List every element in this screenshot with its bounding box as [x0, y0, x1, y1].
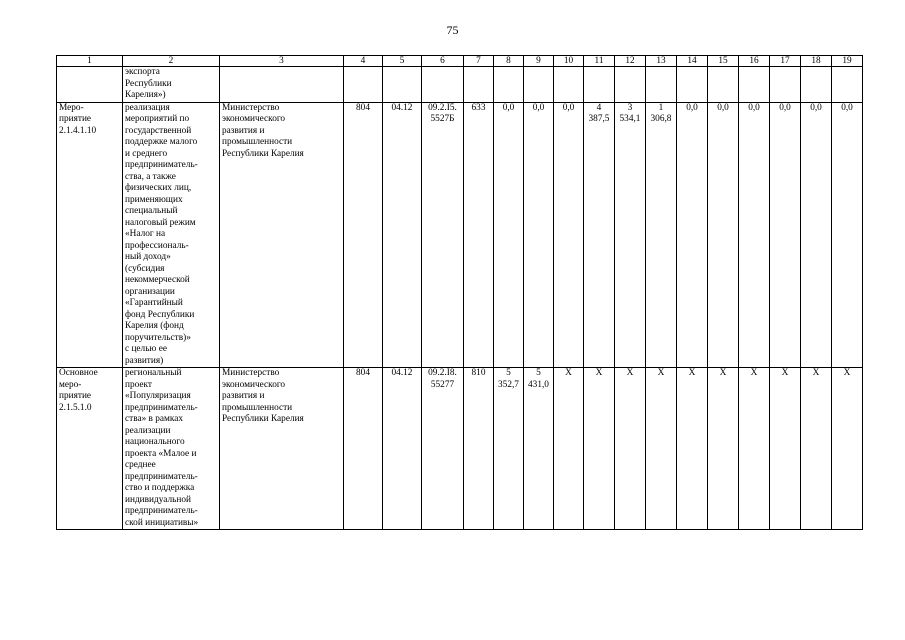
responsible-executor-cell	[220, 102, 344, 368]
cell-text-line: Республики Карелия	[222, 414, 304, 424]
cell-text-line: физических лиц,	[125, 183, 192, 193]
cell-text-line: и среднего	[125, 148, 168, 159]
value-cell	[646, 368, 677, 530]
column-number-header: 7	[464, 56, 494, 67]
value-cell	[801, 102, 832, 368]
cell-text-line: 352,7	[498, 379, 519, 390]
value-cell	[554, 67, 584, 103]
value-cell	[708, 102, 739, 368]
value-cell	[344, 67, 383, 103]
value-cell	[422, 102, 464, 368]
column-number-header-row	[57, 56, 863, 67]
cell-text-line: 0,0	[779, 102, 791, 113]
column-number-header: 10	[554, 56, 584, 67]
value-cell	[677, 102, 708, 368]
cell-text-line: 633	[471, 102, 486, 113]
cell-text-line: ства, а также	[125, 171, 176, 182]
cell-text-line: 5	[506, 368, 511, 378]
cell-text-line: ской инициативы»	[125, 517, 199, 528]
column-number-header: 12	[615, 56, 646, 67]
cell-text-line: (субсидия	[125, 263, 165, 274]
value-cell	[494, 368, 524, 530]
cell-text-line: ства» в рамках	[125, 414, 184, 424]
cell-text-line: X	[812, 368, 820, 378]
cell-text-line: X	[565, 368, 572, 378]
cell-text-line: Карелия (фонд	[125, 321, 184, 331]
cell-text-line: 0,0	[686, 102, 698, 113]
cell-text-line: индивидуальной	[125, 494, 191, 505]
cell-text-line: промышленности	[222, 137, 293, 147]
cell-text-line: 3	[627, 102, 633, 113]
value-cell	[464, 102, 494, 368]
cell-text-line: 55277	[430, 379, 455, 390]
value-cell	[494, 67, 524, 103]
cell-text-line: экспорта	[125, 67, 160, 77]
cell-text-line: применяющих	[125, 194, 183, 205]
cell-text-line: реализации	[125, 425, 171, 436]
column-number-header: 9	[524, 56, 554, 67]
cell-text-line: проекта «Малое и	[125, 448, 197, 459]
cell-text-line: 0,0	[748, 102, 760, 113]
value-cell	[832, 67, 863, 103]
cell-text-line: 5527Б	[430, 114, 455, 124]
cell-text-line: фонд Республики	[125, 309, 195, 320]
cell-text-line: с целью ее	[125, 344, 167, 354]
column-number-header: 15	[708, 56, 739, 67]
value-cell	[770, 102, 801, 368]
responsible-executor-cell	[220, 368, 344, 530]
cell-text-line: 534,1	[619, 114, 641, 124]
cell-text-line: 04.12	[391, 368, 413, 378]
column-number-header: 13	[646, 56, 677, 67]
value-cell	[739, 102, 770, 368]
cell-text-line: 2.1.5.1.0	[59, 402, 92, 413]
cell-text-line: Министерство	[222, 102, 280, 113]
cell-text-line: профессиональ-	[125, 240, 189, 251]
value-cell	[524, 368, 554, 530]
table-row	[57, 102, 863, 368]
cell-text-line: 0,0	[717, 102, 729, 113]
cell-text-line: 431,0	[528, 379, 549, 390]
cell-text-line: ный доход»	[125, 252, 171, 262]
column-number-header: 14	[677, 56, 708, 67]
column-number-header: 18	[801, 56, 832, 67]
column-number-header: 8	[494, 56, 524, 67]
value-cell	[464, 368, 494, 530]
cell-text-line: поручительств)»	[125, 332, 191, 343]
cell-text-line: 804	[356, 368, 370, 378]
value-cell	[422, 368, 464, 530]
cell-text-line: «Гарантийный	[125, 298, 183, 308]
column-number-header: 17	[770, 56, 801, 67]
cell-text-line: 387,5	[588, 114, 610, 124]
cell-text-line: X	[595, 368, 603, 378]
cell-text-line: X	[657, 368, 665, 378]
measure-description-cell	[123, 102, 220, 368]
value-cell	[344, 368, 383, 530]
cell-text-line: мероприятий по	[125, 114, 190, 124]
table-body	[57, 56, 863, 530]
value-cell	[615, 67, 646, 103]
table-row	[57, 67, 863, 103]
cell-text-line: 5	[536, 368, 541, 378]
cell-text-line: 2.1.4.1.10	[59, 125, 97, 136]
cell-text-line: проект	[125, 379, 152, 390]
column-number-header: 19	[832, 56, 863, 67]
column-number-header: 16	[739, 56, 770, 67]
cell-text-line: Республики Карелия	[222, 148, 304, 159]
cell-text-line: 804	[356, 102, 370, 113]
cell-text-line: меро-	[59, 379, 82, 390]
cell-text-line: 4	[596, 102, 602, 113]
cell-text-line: организации	[125, 286, 175, 297]
cell-text-line: «Популяризация	[125, 391, 191, 401]
cell-text-line: среднее	[125, 460, 156, 470]
measure-code-cell	[57, 67, 123, 103]
cell-text-line: развития и	[222, 125, 265, 136]
value-cell	[739, 368, 770, 530]
cell-text-line: 306,8	[650, 114, 672, 124]
cell-text-line: поддержке малого	[125, 137, 198, 147]
column-number-header: 4	[344, 56, 383, 67]
value-cell	[494, 102, 524, 368]
cell-text-line: предприниматель-	[125, 402, 198, 413]
cell-text-line: 04.12	[391, 102, 413, 113]
cell-text-line: Основное	[59, 368, 98, 378]
value-cell	[801, 67, 832, 103]
value-cell	[422, 67, 464, 103]
value-cell	[615, 102, 646, 368]
value-cell	[708, 67, 739, 103]
cell-text-line: некоммерческой	[125, 275, 190, 285]
cell-text-line: развития)	[125, 355, 164, 366]
column-number-header: 11	[584, 56, 615, 67]
value-cell	[832, 368, 863, 530]
cell-text-line: X	[843, 368, 851, 378]
cell-text-line: 09.2.I8.	[428, 368, 457, 378]
value-cell	[554, 368, 584, 530]
measure-description-cell	[123, 368, 220, 530]
cell-text-line: ство и поддержка	[125, 483, 195, 493]
cell-text-line: 0,0	[502, 102, 515, 113]
cell-text-line: 810	[471, 368, 486, 378]
value-cell	[524, 67, 554, 103]
value-cell	[646, 67, 677, 103]
value-cell	[554, 102, 584, 368]
cell-text-line: развития и	[222, 391, 265, 401]
responsible-executor-cell	[220, 67, 344, 103]
cell-text-line: X	[750, 368, 758, 378]
cell-text-line: Меро-	[59, 102, 84, 113]
cell-text-line: 0,0	[810, 102, 822, 113]
value-cell	[584, 102, 615, 368]
value-cell	[739, 67, 770, 103]
cell-text-line: приятие	[59, 114, 92, 124]
cell-text-line: специальный	[125, 206, 178, 216]
cell-text-line: X	[719, 368, 727, 378]
column-number-header: 6	[422, 56, 464, 67]
cell-text-line: предприниматель-	[125, 471, 198, 482]
cell-text-line: 0,0	[532, 102, 545, 113]
value-cell	[383, 368, 422, 530]
value-cell	[584, 368, 615, 530]
value-cell	[801, 368, 832, 530]
cell-text-line: 0,0	[562, 102, 575, 113]
cell-text-line: Карелия»)	[125, 90, 166, 100]
value-cell	[770, 67, 801, 103]
cell-text-line: предприниматель-	[125, 160, 198, 170]
value-cell	[770, 368, 801, 530]
cell-text-line: 0,0	[841, 102, 853, 113]
cell-text-line: Республики	[125, 78, 172, 89]
cell-text-line: Министерство	[222, 368, 280, 378]
cell-text-line: X	[781, 368, 789, 378]
measure-code-cell	[57, 368, 123, 530]
column-number-header: 5	[383, 56, 422, 67]
budget-table	[56, 55, 863, 530]
cell-text-line: предприниматель-	[125, 506, 198, 516]
value-cell	[464, 67, 494, 103]
cell-text-line: 09.2.I5.	[428, 102, 457, 113]
cell-text-line: национального	[125, 437, 185, 447]
value-cell	[383, 67, 422, 103]
value-cell	[708, 368, 739, 530]
measure-description-cell	[123, 67, 220, 103]
cell-text-line: экономического	[222, 379, 286, 390]
value-cell	[584, 67, 615, 103]
cell-text-line: реализация	[125, 102, 170, 113]
table-row	[57, 368, 863, 530]
cell-text-line: «Налог на	[125, 229, 166, 239]
cell-text-line: региональный	[125, 368, 182, 378]
value-cell	[344, 102, 383, 368]
cell-text-line: промышленности	[222, 402, 293, 413]
page-number: 75	[446, 23, 459, 37]
cell-text-line: X	[688, 368, 696, 378]
cell-text-line: государственной	[125, 125, 192, 136]
cell-text-line: налоговый режим	[125, 217, 196, 228]
measure-code-cell	[57, 102, 123, 368]
cell-text-line: X	[626, 368, 634, 378]
value-cell	[677, 368, 708, 530]
cell-text-line: приятие	[59, 391, 92, 401]
cell-text-line: экономического	[222, 114, 286, 124]
value-cell	[646, 102, 677, 368]
column-number-header: 3	[220, 56, 344, 67]
value-cell	[383, 102, 422, 368]
column-number-header: 1	[57, 56, 123, 67]
value-cell	[615, 368, 646, 530]
column-number-header: 2	[123, 56, 220, 67]
value-cell	[832, 102, 863, 368]
cell-text-line: 1	[658, 102, 664, 113]
value-cell	[524, 102, 554, 368]
value-cell	[677, 67, 708, 103]
